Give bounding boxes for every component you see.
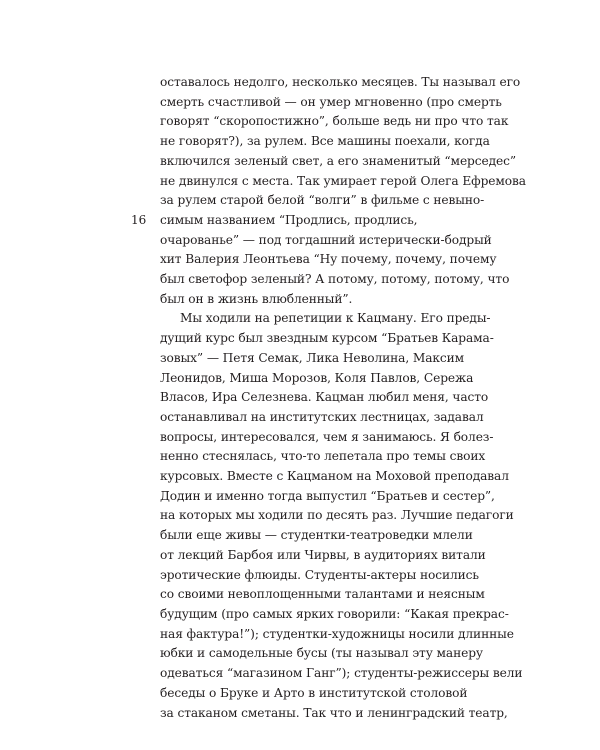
- text-line: не говорят?), за рулем. Все машины поехали, когда: [160, 134, 490, 149]
- text-line: дущий курс был звездным курсом “Братьев Карама-: [160, 331, 494, 346]
- text-line: был светофор зеленый? А потому, потому, потому, что: [160, 272, 510, 287]
- text-line: со своими невоплощенными талантами и неясным: [160, 587, 485, 602]
- text-line: ная фактура!”); студентки-художницы носили длинные: [160, 626, 514, 641]
- text-line: не двинулся с места. Так умирает герой Олега Ефремова: [160, 173, 526, 188]
- text-line: симым названием “Продлись, продлись,: [160, 212, 418, 227]
- text-line: зовых” — Петя Семак, Лика Неволина, Максим: [160, 350, 465, 365]
- text-line: будущим (про самых ярких говорили: “Какая прекрас-: [160, 606, 509, 621]
- text-line: смерть счастливой — он умер мгновенно (про смерть: [160, 94, 502, 109]
- body-text: [160, 73, 526, 723]
- text-line: очарованье” — под тогдашний истерически-бодрый: [160, 232, 492, 247]
- text-line: эротические флюиды. Студенты-актеры носились: [160, 567, 479, 582]
- page-number: 16: [131, 213, 147, 227]
- text-line: от лекций Барбоя или Чирвы, в аудиториях витали: [160, 547, 486, 562]
- text-line: ненно стеснялась, что-то лепетала про темы своих: [160, 449, 486, 464]
- text-line: оставалось недолго, несколько месяцев. Ты называл его: [160, 75, 521, 89]
- text-line: были еще живы — студентки-театроведки млели: [160, 528, 473, 543]
- text-line: говорят “скоропостижно”, больше ведь ни про что так: [160, 114, 509, 129]
- text-line: включился зеленый свет, а его знаменитый “мерседес”: [160, 153, 516, 168]
- text-line: одеваться “магазином Ганг”); студенты-режиссеры вели: [160, 666, 523, 681]
- text-line: за рулем старой белой “волги” в фильме с невыно-: [160, 193, 485, 208]
- text-line: Додин и именно тогда выпустил “Братьев и сестер”,: [160, 488, 495, 503]
- text-line: хит Валерия Леонтьева “Ну почему, почему, почему: [160, 252, 497, 267]
- text-line: на которых мы ходили по десять раз. Лучшие педагоги: [160, 508, 514, 523]
- text-line: за стаканом сметаны. Так что и ленинградский театр,: [160, 705, 508, 720]
- text-line: беседы о Бруке и Арто в институтской столовой: [160, 685, 468, 700]
- text-line: юбки и самодельные бусы (ты называл эту манеру: [160, 646, 483, 661]
- text-line: был он в жизнь влюбленный”.: [160, 291, 353, 306]
- text-line: Леонидов, Миша Морозов, Коля Павлов, Сережа: [160, 370, 474, 385]
- text-line: вопросы, интересовался, чем я занимаюсь. Я болез-: [160, 429, 494, 444]
- text-line: курсовых. Вместе с Кацманом на Моховой преподавал: [160, 469, 509, 484]
- text-line: останавливал на институтских лестницах, задавал: [160, 409, 484, 424]
- paragraph-first-line: Мы ходили на репетиции к Кацману. Его преды-: [180, 311, 491, 326]
- text-line: Власов, Ира Селезнева. Кацман любил меня, часто: [160, 390, 489, 405]
